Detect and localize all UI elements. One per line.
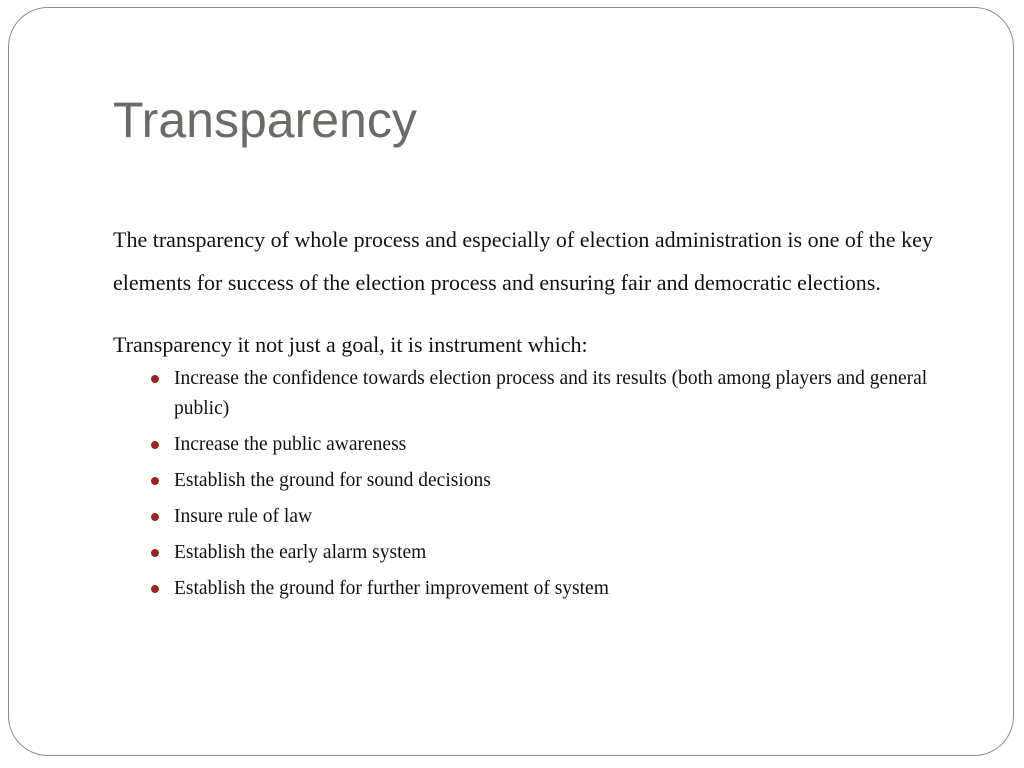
slide-body xyxy=(113,218,963,610)
bullet-dot-icon xyxy=(151,585,159,593)
bullet-item xyxy=(174,364,963,424)
bullet-item xyxy=(174,538,963,568)
slide-title: Transparency xyxy=(113,92,417,148)
bullet-item xyxy=(174,430,963,460)
bullet-text: Establish the ground for further improvement of system xyxy=(174,578,609,599)
bullet-text: Establish the early alarm system xyxy=(174,542,427,563)
intro-paragraph: The transparency of whole process and especially of election administration is one of the key elements for success of the election process and ensuring fair and democratic elections. xyxy=(113,227,933,295)
bullet-dot-icon xyxy=(151,549,159,557)
bullet-dot-icon xyxy=(151,375,159,383)
bullet-list xyxy=(113,364,963,604)
bullet-dot-icon xyxy=(151,477,159,485)
bullet-text: Increase the confidence towards election process and its results (both among players and general public) xyxy=(174,368,928,419)
bullet-text: Insure rule of law xyxy=(174,506,313,527)
bullet-item xyxy=(174,466,963,496)
bullet-text: Increase the public awareness xyxy=(174,434,407,455)
bullet-dot-icon xyxy=(151,441,159,449)
lead-line: Transparency it not just a goal, it is instrument which: xyxy=(113,332,588,357)
bullet-dot-icon xyxy=(151,513,159,521)
bullet-item xyxy=(174,502,963,532)
bullet-item xyxy=(174,574,963,604)
bullet-text: Establish the ground for sound decisions xyxy=(174,470,491,491)
